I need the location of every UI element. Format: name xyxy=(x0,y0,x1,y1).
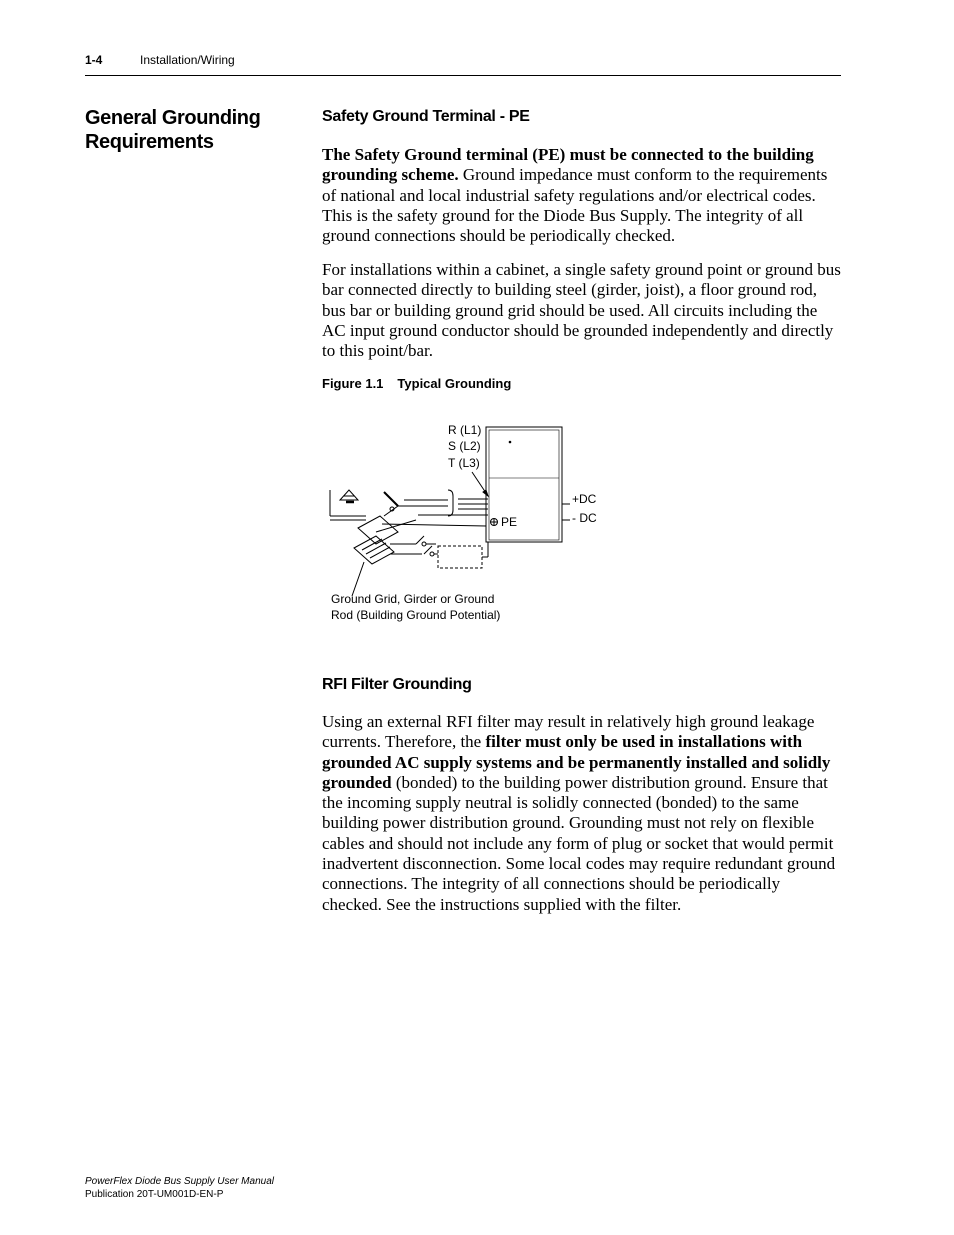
label-plus-dc: +DC xyxy=(572,492,597,506)
rfi-text-start: Using an external RFI filter may result in relatively high ground leakage currents. Therefore, the xyxy=(322,712,815,752)
rfi-filter-box xyxy=(438,546,482,568)
safety-ground-bold-text: The Safety Ground terminal (PE) must be connected to the building grounding scheme. xyxy=(322,145,814,185)
label-ground-grid-line-2: Rod (Building Ground Potential) xyxy=(331,608,501,622)
label-s-l2: S (L2) xyxy=(448,439,481,453)
safety-ground-heading: Safety Ground Terminal - PE xyxy=(322,108,530,125)
footer-publication: Publication 20T-UM001D-EN-P xyxy=(85,1189,224,1200)
safety-ground-paragraph-1 xyxy=(322,145,841,246)
label-r-l1: R (L1) xyxy=(448,423,482,437)
typical-grounding-figure xyxy=(320,420,630,630)
rfi-bold-text: filter must only be used in installations with grounded AC supply systems and be permanently installed and solidly grounded xyxy=(322,732,831,792)
footer-manual-title: PowerFlex Diode Bus Supply User Manual xyxy=(85,1176,274,1187)
figure-number: Figure 1.1 xyxy=(322,376,384,391)
label-t-l3: T (L3) xyxy=(448,456,480,470)
transformer-wye-symbol xyxy=(384,492,398,506)
transformer-delta-symbol xyxy=(340,490,358,500)
rfi-heading: RFI Filter Grounding xyxy=(322,676,472,693)
label-pe: PE xyxy=(501,515,518,529)
label-ground-grid-line-1: Ground Grid, Girder or Ground xyxy=(331,592,495,606)
figure-caption xyxy=(322,376,525,391)
safety-ground-text: Ground impedance must conform to the requirements of national and local industrial safety regulations and/or electrical codes. This is the safety ground for the Diode Bus Supply. The integrity of all ground connections should be periodically checked. xyxy=(322,165,828,246)
page-number: 1-4 xyxy=(85,53,103,67)
label-minus-dc: - DC xyxy=(572,511,597,525)
figure-title: Typical Grounding xyxy=(397,376,512,391)
page-footer xyxy=(85,1175,274,1201)
rfi-text-rest: (bonded) to the building power distribution ground. Ensure that the incoming supply neutral is solidly connected (bonded) to the same building power distribution ground. Grounding must not rely on flexible cables and should not include any form of plug or socket that would permit inadvertent disconnection. Some local codes may require redundant ground connections. The integrity of all connections should be periodically checked. See the instructions supplied with the filter. xyxy=(322,772,836,914)
section-heading: General Grounding Requirements xyxy=(85,107,261,153)
rfi-paragraph xyxy=(322,712,841,915)
header-divider xyxy=(85,75,841,76)
running-header: Installation/Wiring xyxy=(140,53,235,67)
drive-enclosure xyxy=(486,427,562,542)
safety-ground-paragraph-2: For installations within a cabinet, a single safety ground point or ground bus bar connected directly to building steel (girder, joist), a floor ground rod, bus bar or building ground grid should be used. All circuits including the AC input ground conductor should be grounded independently and directly to this point/bar. xyxy=(322,260,841,361)
